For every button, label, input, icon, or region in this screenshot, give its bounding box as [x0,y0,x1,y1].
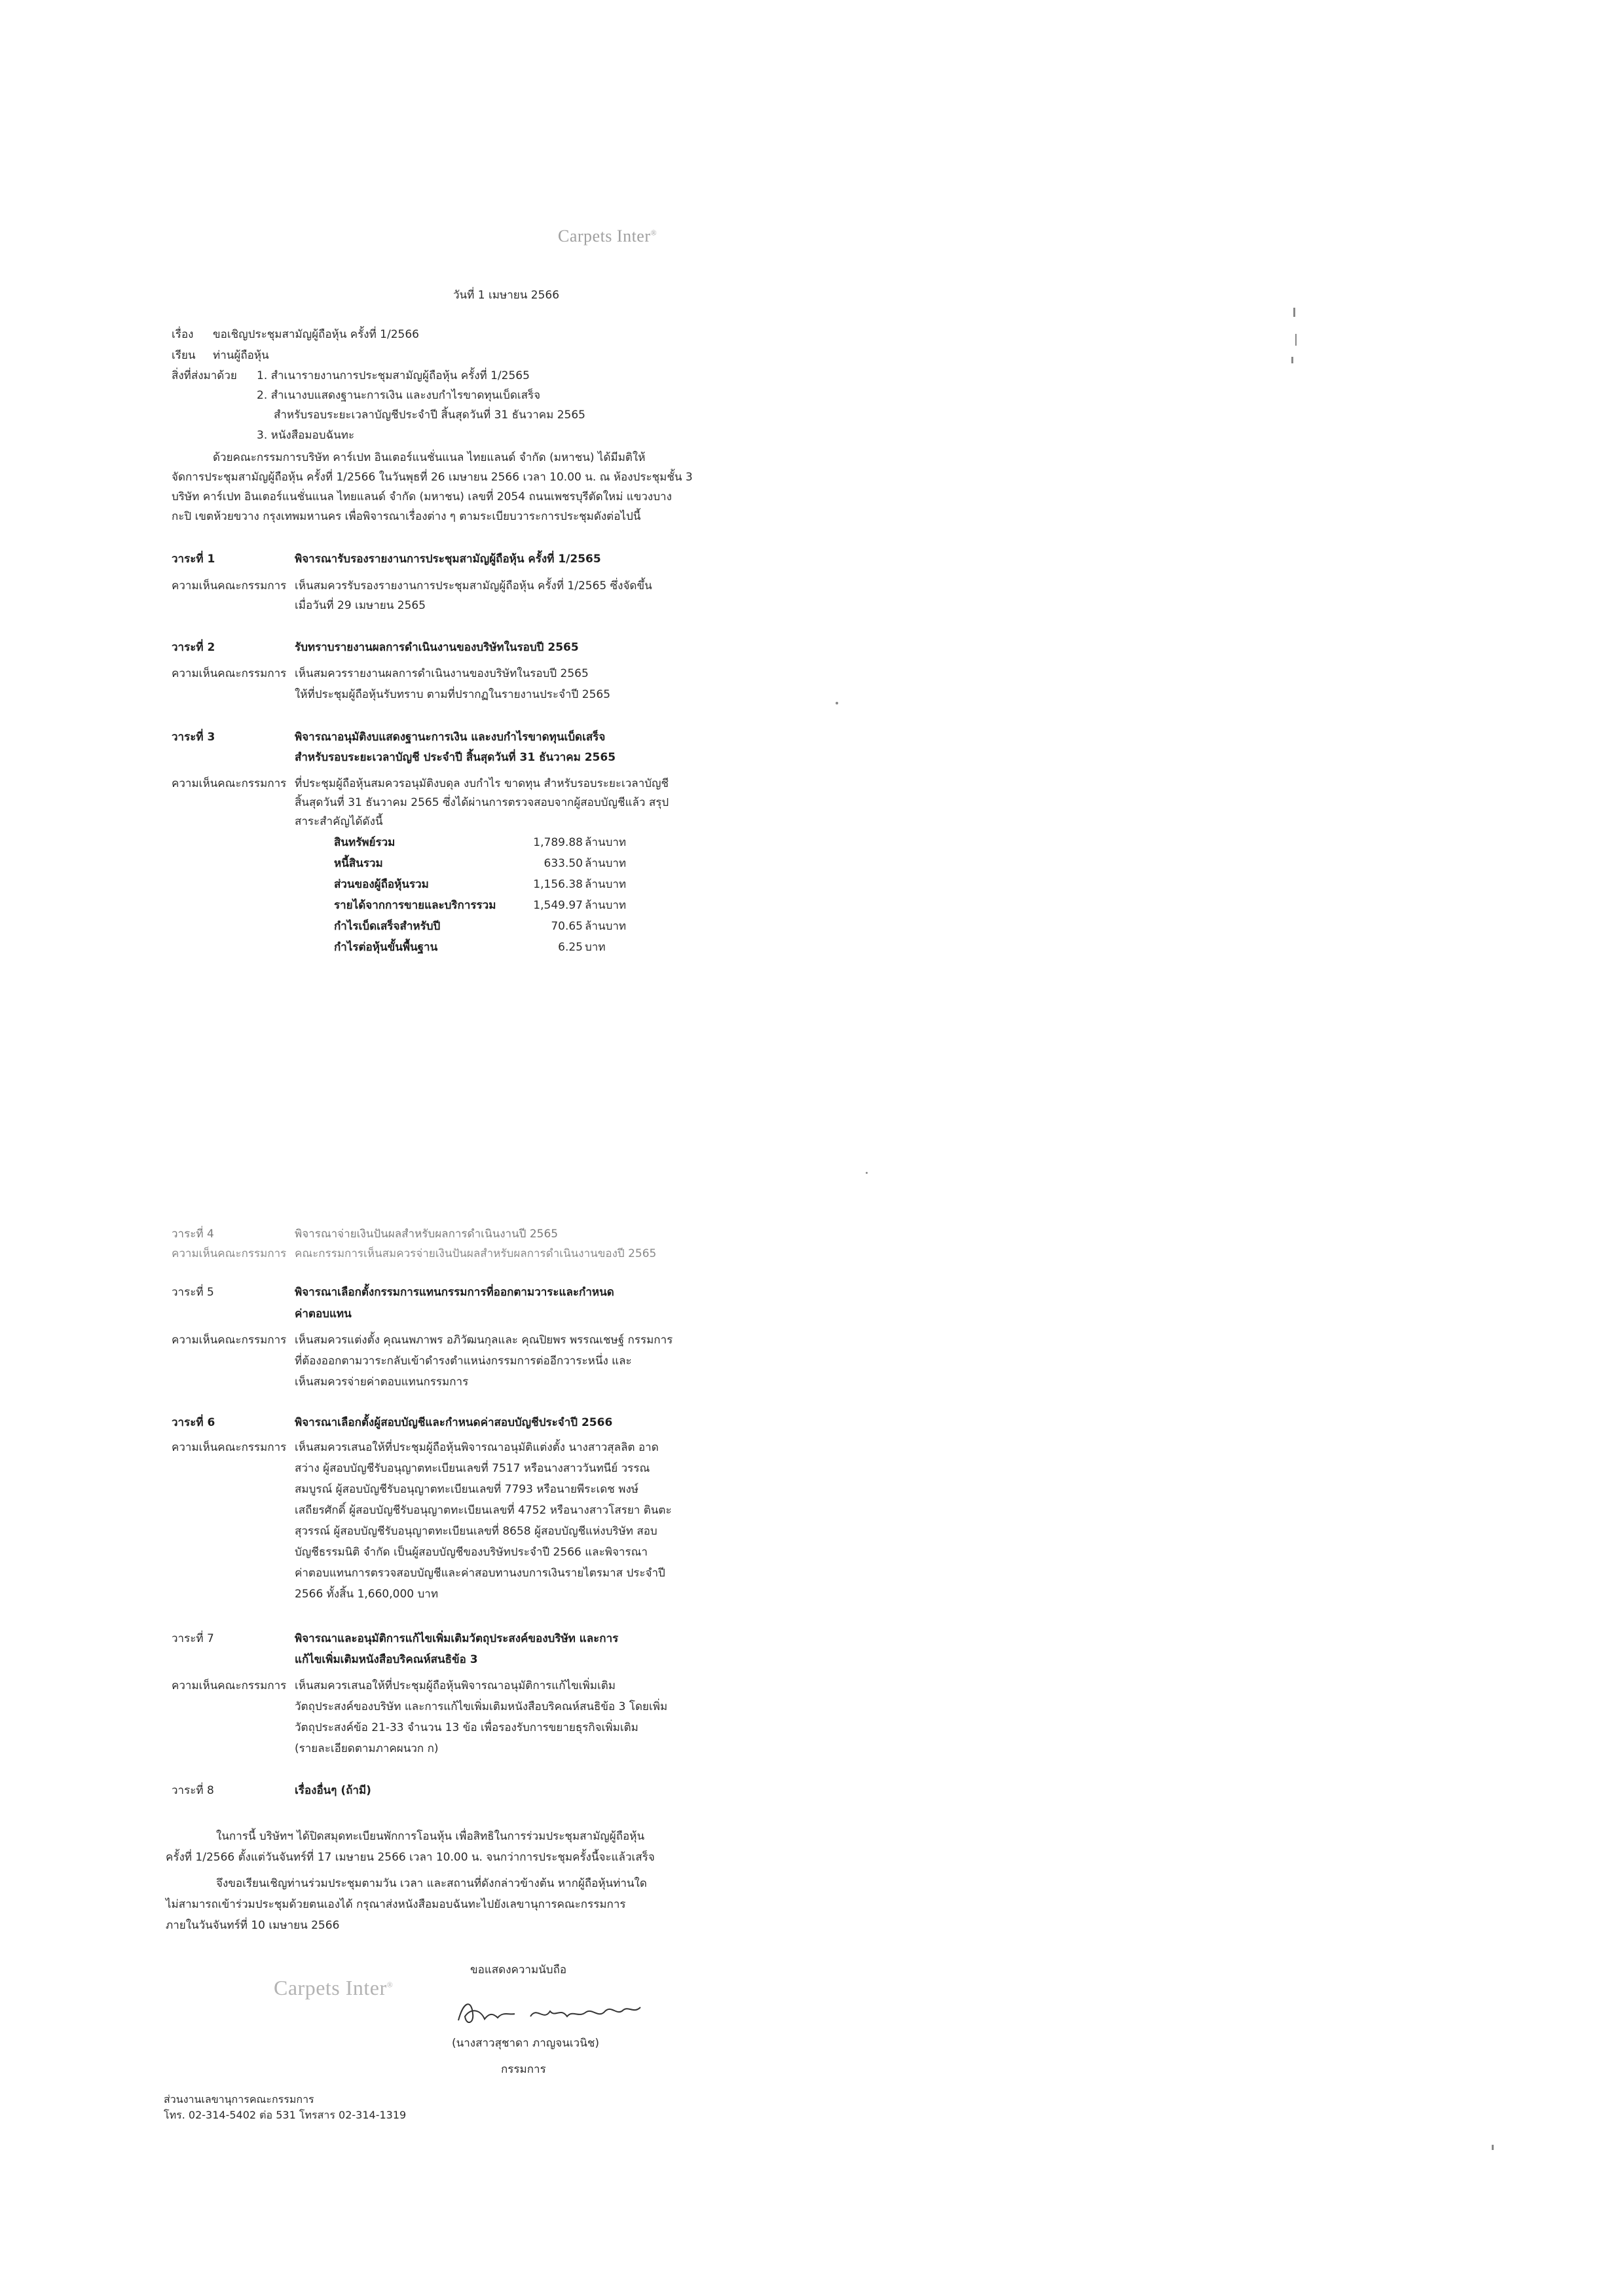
opinion-label: ความเห็นคณะกรรมการ [172,777,287,790]
scan-speck [1295,334,1297,346]
opinion-label: ความเห็นคณะกรรมการ [172,1679,287,1692]
signatory-position: กรรมการ [501,2063,546,2076]
closing-line: ในการนี้ บริษัทฯ ได้ปิดสมุดทะเบียนพักการโอนหุ้น เพื่อสิทธิในการร่วมประชุมสามัญผู้ถือหุ้น [216,1830,645,1843]
financial-unit: ล้านบาท [585,920,627,933]
opinion-line: (รายละเอียดตามภาคผนวก ก) [295,1742,439,1755]
financial-unit: บาท [585,941,606,954]
regards-text: ขอแสดงความนับถือ [470,1963,567,1977]
opinion-line: เสถียรศักดิ์ ผู้สอบบัญชีรับอนุญาตทะเบียนเลขที่ 4752 หรือนางสาวโสรยา ตินตะ [295,1504,672,1517]
opinion-line: ที่ประชุมผู้ถือหุ้นสมควรอนุมัติงบดุล งบกำไร ขาดทุน สำหรับรอบระยะเวลาบัญชี [295,777,669,790]
financial-unit: ล้านบาท [585,857,627,870]
intro-line: จัดการประชุมสามัญผู้ถือหุ้น ครั้งที่ 1/2566 ในวันพุธที่ 26 เมษายน 2566 เวลา 10.00 น. ณ ห้องประชุมชั้น 3 [172,471,693,484]
agenda-label: วาระที่ 2 [172,641,215,654]
opinion-line: เห็นสมควรรับรองรายงานการประชุมสามัญผู้ถือหุ้น ครั้งที่ 1/2565 ซึ่งจัดขึ้น [295,579,652,592]
closing-line: ครั้งที่ 1/2566 ตั้งแต่วันจันทร์ที่ 17 เมษายน 2566 เวลา 10.00 น. จนกว่าการประชุมครั้งนี้จะแล้วเสร็จ [166,1851,655,1864]
agenda-label: วาระที่ 7 [172,1632,214,1645]
letter-date: วันที่ 1 เมษายน 2566 [453,289,560,302]
financial-value: 1,156.38 [533,878,583,891]
opinion-line: เห็นสมควรเสนอให้ที่ประชุมผู้ถือหุ้นพิจารณาอนุมัติการแก้ไขเพิ่มเติม [295,1679,616,1692]
opinion-line: สมบูรณ์ ผู้สอบบัญชีรับอนุญาตทะเบียนเลขที่ 7793 หรือนายพีระเดช พงษ์ [295,1483,638,1496]
opinion-line: บัญชีธรรมนิติ จำกัด เป็นผู้สอบบัญชีของบริษัทประจำปี 2566 และพิจารณา [295,1546,648,1559]
agenda-title: เรื่องอื่นๆ (ถ้ามี) [295,1784,371,1797]
agenda-title: แก้ไขเพิ่มเติมหนังสือบริคณห์สนธิข้อ 3 [295,1653,478,1666]
scan-speck [1293,308,1295,317]
opinion-line: ค่าตอบแทนการตรวจสอบบัญชีและค่าสอบทานงบการเงินรายไตรมาส ประจำปี [295,1567,665,1580]
opinion-label: ความเห็นคณะกรรมการ [172,1441,287,1454]
financial-label: กำไรต่อหุ้นขั้นพื้นฐาน [334,941,438,954]
footer-department: ส่วนงานเลขานุการคณะกรรมการ [164,2093,314,2105]
opinion-line: เห็นสมควรเสนอให้ที่ประชุมผู้ถือหุ้นพิจารณาอนุมัติแต่งตั้ง นางสาวสุลลิต อาด [295,1441,659,1454]
opinion-label: ความเห็นคณะกรรมการ [172,1334,287,1347]
subject-label: เรื่อง [172,328,194,341]
opinion-label: ความเห็นคณะกรรมการ [172,1247,287,1260]
financial-unit: ล้านบาท [585,899,627,912]
agenda-label: วาระที่ 8 [172,1784,214,1797]
intro-line: บริษัท คาร์เปท อินเตอร์แนชั่นแนล ไทยแลนด์ จำกัด (มหาชน) เลขที่ 2054 ถนนเพชรบุรีตัดใหม่ แขวงบาง [172,490,672,503]
company-logo: Carpets Inter® [558,227,657,246]
agenda-title: พิจารณารับรองรายงานการประชุมสามัญผู้ถือหุ้น ครั้งที่ 1/2565 [295,553,601,566]
agenda-label: วาระที่ 1 [172,553,215,566]
enclosure-item: 3. หนังสือมอบฉันทะ [257,429,355,442]
financial-value: 70.65 [551,920,583,933]
opinion-label: ความเห็นคณะกรรมการ [172,667,287,680]
scan-speck [836,702,838,704]
closing-line: ไม่สามารถเข้าร่วมประชุมด้วยตนเองได้ กรุณาส่งหนังสือมอบฉันทะไปยังเลขานุการคณะกรรมการ [166,1898,626,1911]
financial-label: ส่วนของผู้ถือหุ้นรวม [334,878,429,891]
enclosure-item: สำหรับรอบระยะเวลาบัญชีประจำปี สิ้นสุดวันที่ 31 ธันวาคม 2565 [274,409,585,422]
opinion-line: 2566 ทั้งสิ้น 1,660,000 บาท [295,1588,439,1601]
enclosures-label: สิ่งที่ส่งมาด้วย [172,369,237,382]
opinion-line: เห็นสมควรแต่งตั้ง คุณนพภาพร อภิวัฒนกุลและ คุณปิยพร พรรณเชษฐ์ กรรมการ [295,1334,673,1347]
financial-value: 1,549.97 [533,899,583,912]
subject-text: ขอเชิญประชุมสามัญผู้ถือหุ้น ครั้งที่ 1/2566 [213,328,419,341]
signatory-name: (นางสาวสุชาดา ภาญจนเวนิช) [452,2037,599,2050]
financial-value: 6.25 [558,941,583,954]
company-stamp: Carpets Inter® [274,1976,394,1999]
agenda-label: วาระที่ 3 [172,731,215,744]
agenda-title: พิจารณาอนุมัติงบแสดงฐานะการเงิน และงบกำไรขาดทุนเบ็ดเสร็จ [295,731,606,744]
opinion-line: สาระสำคัญได้ดังนี้ [295,815,383,828]
opinion-line: เมื่อวันที่ 29 เมษายน 2565 [295,599,426,612]
agenda-title: พิจารณาจ่ายเงินปันผลสำหรับผลการดำเนินงานปี 2565 [295,1228,559,1241]
agenda-title: พิจารณาเลือกตั้งกรรมการแทนกรรมการที่ออกตามวาระและกำหนด [295,1286,614,1299]
financial-value: 633.50 [544,857,583,870]
to-text: ท่านผู้ถือหุ้น [213,349,269,362]
agenda-title: รับทราบรายงานผลการดำเนินงานของบริษัทในรอบปี 2565 [295,641,579,654]
signature [452,1988,648,2033]
opinion-line: สิ้นสุดวันที่ 31 ธันวาคม 2565 ซึ่งได้ผ่านการตรวจสอบจากผู้สอบบัญชีแล้ว สรุป [295,796,669,809]
scan-speck [1291,357,1293,363]
opinion-line: สุวรรณ์ ผู้สอบบัญชีรับอนุญาตทะเบียนเลขที่ 8658 ผู้สอบบัญชีแห่งบริษัท สอบ [295,1525,657,1538]
opinion-line: คณะกรรมการเห็นสมควรจ่ายเงินปันผลสำหรับผลการดำเนินงานของปี 2565 [295,1247,657,1260]
opinion-line: เห็นสมควรรายงานผลการดำเนินงานของบริษัทในรอบปี 2565 [295,667,589,680]
opinion-line: วัตถุประสงค์ของบริษัท และการแก้ไขเพิ่มเติมหนังสือบริคณห์สนธิข้อ 3 โดยเพิ่ม [295,1700,668,1713]
closing-line: ภายในวันจันทร์ที่ 10 เมษายน 2566 [166,1919,340,1932]
agenda-label: วาระที่ 4 [172,1228,214,1241]
enclosure-item: 1. สำเนารายงานการประชุมสามัญผู้ถือหุ้น ครั้งที่ 1/2565 [257,369,530,382]
agenda-label: วาระที่ 6 [172,1416,215,1429]
intro-line: กะปิ เขตห้วยขวาง กรุงเทพมหานคร เพื่อพิจารณาเรื่องต่าง ๆ ตามระเบียบวาระการประชุมดังต่อไปนี้ [172,510,641,523]
financial-value: 1,789.88 [533,836,583,849]
scan-speck [1492,2145,1494,2150]
opinion-label: ความเห็นคณะกรรมการ [172,579,287,592]
financial-unit: ล้านบาท [585,878,627,891]
footer-contact: โทร. 02-314-5402 ต่อ 531 โทรสาร 02-314-1319 [164,2109,407,2121]
opinion-line: สว่าง ผู้สอบบัญชีรับอนุญาตทะเบียนเลขที่ 7517 หรือนางสาววันทนีย์ วรรณ [295,1462,650,1475]
financial-label: รายได้จากการขายและบริการรวม [334,899,496,912]
financial-unit: ล้านบาท [585,836,627,849]
agenda-label: วาระที่ 5 [172,1286,214,1299]
agenda-title: พิจารณาและอนุมัติการแก้ไขเพิ่มเติมวัตถุประสงค์ของบริษัท และการ [295,1632,619,1645]
financial-label: สินทรัพย์รวม [334,836,396,849]
opinion-line: ที่ต้องออกตามวาระกลับเข้าดำรงตำแหน่งกรรมการต่ออีกวาระหนึ่ง และ [295,1355,632,1368]
opinion-line: วัตถุประสงค์ข้อ 21-33 จำนวน 13 ข้อ เพื่อรองรับการขยายธุรกิจเพิ่มเติม [295,1721,638,1734]
to-label: เรียน [172,349,196,362]
opinion-line: เห็นสมควรจ่ายค่าตอบแทนกรรมการ [295,1376,469,1389]
scan-speck [866,1172,868,1174]
agenda-title: พิจารณาเลือกตั้งผู้สอบบัญชีและกำหนดค่าสอบบัญชีประจำปี 2566 [295,1416,613,1429]
financial-label: กำไรเบ็ดเสร็จสำหรับปี [334,920,441,933]
enclosure-item: 2. สำเนางบแสดงฐานะการเงิน และงบกำไรขาดทุนเบ็ดเสร็จ [257,389,541,402]
closing-line: จึงขอเรียนเชิญท่านร่วมประชุมตามวัน เวลา และสถานที่ดังกล่าวข้างต้น หากผู้ถือหุ้นท่านใด [216,1877,647,1890]
opinion-line: ให้ที่ประชุมผู้ถือหุ้นรับทราบ ตามที่ปรากฏในรายงานประจำปี 2565 [295,688,611,701]
agenda-title: สำหรับรอบระยะเวลาบัญชี ประจำปี สิ้นสุดวันที่ 31 ธันวาคม 2565 [295,751,616,764]
agenda-title: ค่าตอบแทน [295,1307,352,1321]
financial-label: หนี้สินรวม [334,857,383,870]
intro-line: ด้วยคณะกรรมการบริษัท คาร์เปท อินเตอร์แนชั่นแนล ไทยแลนด์ จำกัด (มหาชน) ได้มีมติให้ [213,451,646,464]
